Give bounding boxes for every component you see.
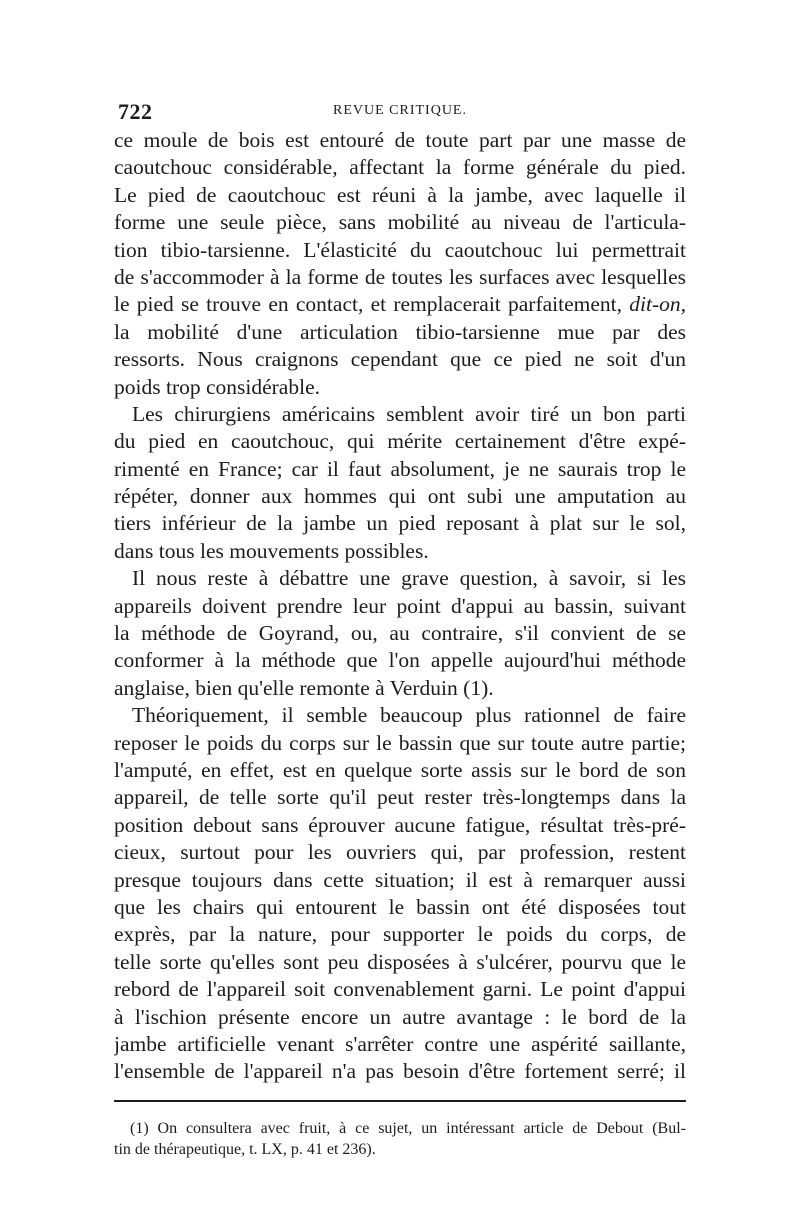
text-line: Théoriquement, il semble beaucoup plus rationnel de faire [132, 703, 686, 728]
text-line: position debout sans éprouver aucune fatigue, résultat très-pré- [114, 812, 686, 837]
text-line: tion tibio-tarsienne. L'élasticité du caoutchouc lui permettrait [114, 237, 686, 262]
text-line: dans tous les mouvements possibles. [114, 538, 429, 563]
footnote-divider [114, 1100, 686, 1102]
text-line: que les chairs qui entourent le bassin ont été disposées tout [114, 894, 686, 919]
text-line: la méthode de Goyrand, ou, au contraire, s'il convient de se [114, 621, 686, 646]
text-line: l'ensemble de l'appareil n'a pas besoin d'être fortement serré; il [114, 1059, 686, 1084]
page-header [114, 95, 686, 125]
text-line: rebord de l'appareil soit convenablement garni. Le point d'appui [114, 977, 686, 1002]
text-line: presque toujours dans cette situation; il est à remarquer aussi [114, 867, 686, 892]
running-title: REVUE CRITIQUE. [333, 103, 467, 118]
text-line: cieux, surtout pour les ouvriers qui, par profession, restent [114, 840, 686, 865]
text-line: répéter, donner aux hommes qui ont subi une amputation au [114, 484, 686, 509]
footnote [114, 1118, 686, 1160]
text-line: exprès, par la nature, pour supporter le poids du corps, de [114, 922, 686, 947]
text-line: à l'ischion présente encore un autre avantage : le bord de la [114, 1004, 686, 1029]
footnote-line: tin de thérapeutique, t. LX, p. 41 et 236). [114, 1140, 376, 1158]
text-line: du pied en caoutchouc, qui mérite certainement d'être expé- [114, 429, 686, 454]
text-line: reposer le poids du corps sur le bassin que sur toute autre partie; [114, 730, 686, 755]
text-line: forme une seule pièce, sans mobilité au niveau de l'articula- [114, 210, 686, 235]
text-line: rimenté en France; car il faut absolument, je ne saurais trop le [114, 456, 686, 481]
text-line: caoutchouc considérable, affectant la forme générale du pied. [114, 155, 686, 180]
text-line: l'amputé, en effet, est en quelque sorte assis sur le bord de son [114, 757, 686, 782]
text-line: tiers inférieur de la jambe un pied reposant à plat sur le sol, [114, 511, 686, 536]
text-line: la mobilité d'une articulation tibio-tarsienne mue par des [114, 319, 686, 344]
text-line: telle sorte qu'elles sont peu disposées à s'ulcérer, pourvu que le [114, 949, 686, 974]
body-text [114, 127, 686, 1086]
text-line: Le pied de caoutchouc est réuni à la jambe, avec laquelle il [114, 182, 686, 207]
text-line: appareil, de telle sorte qu'il peut rester très-longtemps dans la [114, 785, 686, 810]
text-line: jambe artificielle venant s'arrêter contre une aspérité saillante, [114, 1031, 686, 1056]
text-line: conformer à la méthode que l'on appelle aujourd'hui méthode [114, 648, 686, 673]
italic-text: dit-on, [629, 292, 686, 317]
text-segment: le pied se trouve en contact, et remplacerait parfaitement, [114, 292, 623, 317]
text-line [114, 291, 686, 318]
text-line: anglaise, bien qu'elle remonte à Verduin (1). [114, 675, 494, 700]
text-line: poids trop considérable. [114, 374, 320, 399]
document-page [114, 95, 686, 1160]
text-line: de s'accommoder à la forme de toutes les surfaces avec lesquelles [114, 264, 686, 289]
text-line: Les chirurgiens américains semblent avoir tiré un bon parti [132, 401, 686, 426]
text-line: ce moule de bois est entouré de toute part par une masse de [114, 128, 686, 152]
footnote-line: (1) On consultera avec fruit, à ce sujet, un intéressant article de Debout (Bul- [130, 1119, 686, 1137]
text-line: appareils doivent prendre leur point d'appui au bassin, suivant [114, 593, 686, 618]
page-number: 722 [118, 99, 153, 124]
text-line: Il nous reste à débattre une grave question, à savoir, si les [132, 566, 686, 591]
text-line: ressorts. Nous craignons cependant que ce pied ne soit d'un [114, 347, 686, 372]
